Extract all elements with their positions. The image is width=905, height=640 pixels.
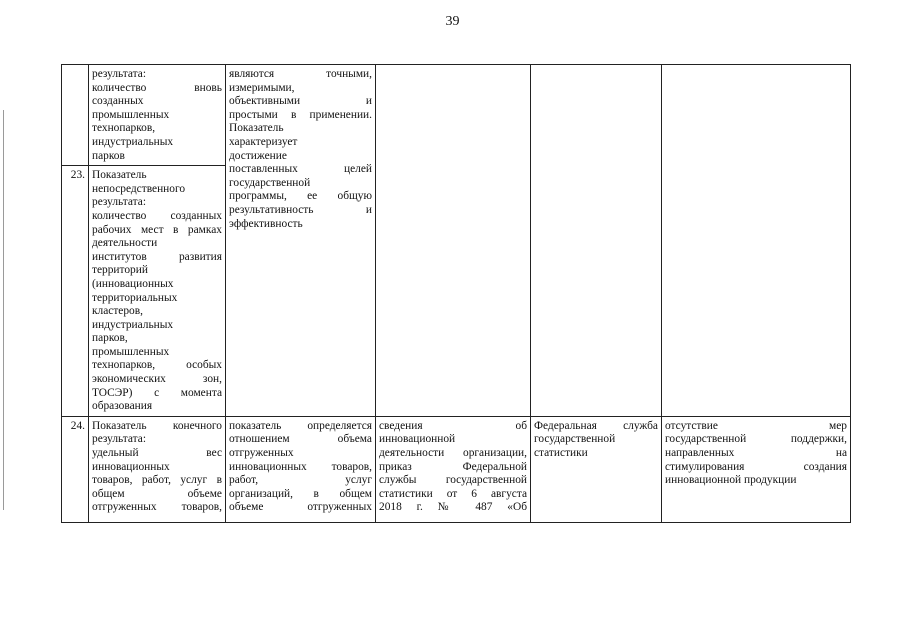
text-line: парков,	[92, 332, 128, 345]
risks-cell	[662, 65, 851, 417]
text-line: непосредственного	[92, 182, 186, 195]
row-number-cell: 24.	[62, 416, 89, 522]
text-line: промышленных	[92, 345, 170, 358]
text-line: индустриальных	[92, 135, 174, 148]
text-line: деятельности	[92, 237, 158, 250]
text-line: инновационных товаров,	[229, 460, 372, 473]
text-line: Показатель	[229, 122, 284, 135]
text-line: результативность и	[229, 203, 372, 216]
text-line: (инновационных	[92, 277, 174, 290]
indicator-description-cell	[226, 416, 376, 522]
data-source-cell	[376, 65, 531, 417]
text-line: простыми в применении.	[229, 108, 372, 121]
indicator-description-text	[229, 68, 372, 231]
indicator-name-text	[92, 420, 222, 520]
text-line: статистики от 6 августа	[379, 487, 527, 500]
text-line: результата:	[92, 433, 147, 446]
text-line: отгруженных товаров,	[92, 501, 222, 514]
text-line: результата:	[92, 196, 147, 209]
responsible-body-cell	[531, 65, 662, 417]
text-line: Федеральная служба	[534, 419, 658, 432]
page-number: 39	[445, 14, 460, 29]
row-number-cell	[62, 65, 89, 166]
text-line: количество созданных	[92, 209, 222, 222]
text-line: кластеров,	[92, 305, 143, 318]
indicators-table	[61, 64, 851, 523]
indicator-name-text	[92, 68, 222, 163]
text-line: технопарков,	[92, 122, 156, 135]
text-line: достижение	[229, 149, 287, 162]
indicator-name-cell	[89, 166, 226, 417]
indicator-description-text	[229, 420, 372, 520]
text-line: государственной	[229, 176, 311, 189]
text-line: работ, услуг	[229, 474, 372, 487]
text-line: отсутствие мер	[665, 419, 847, 432]
indicator-name-cell	[89, 416, 226, 522]
data-source-text	[379, 420, 527, 520]
table-row-continued	[62, 65, 851, 166]
text-line: статистики	[534, 447, 588, 460]
text-line: экономических зон,	[92, 373, 222, 386]
text-line: территориальных	[92, 291, 178, 304]
text-line: промышленных	[92, 108, 170, 121]
text-line: программы, ее общую	[229, 190, 372, 203]
text-line: измеримыми,	[229, 81, 295, 94]
text-line: общем объеме	[92, 487, 222, 500]
text-line: объективными и	[229, 95, 372, 108]
text-line: отгруженных	[229, 447, 294, 460]
text-line: деятельности организации,	[379, 447, 527, 460]
text-line: государственной поддержки,	[665, 433, 847, 446]
text-line: образования	[92, 400, 153, 413]
text-line: отношением объема	[229, 433, 372, 446]
text-line: ТОСЭР) с момента	[92, 386, 222, 399]
scan-edge-line	[3, 110, 4, 510]
responsible-body-text	[534, 420, 658, 461]
text-line: Показатель конечного	[92, 419, 222, 432]
text-line: индустриальных	[92, 318, 174, 331]
table-row-24	[62, 416, 851, 522]
text-line: поставленных целей	[229, 163, 372, 176]
text-line: технопарков, особых	[92, 359, 222, 372]
text-line: количество вновь	[92, 81, 222, 94]
text-line: направленных на	[665, 447, 847, 460]
text-line: созданных	[92, 95, 144, 108]
text-line: организаций, в общем	[229, 487, 372, 500]
text-line: характеризует	[229, 135, 298, 148]
text-line: удельный вес	[92, 447, 222, 460]
text-line: сведения об	[379, 419, 527, 432]
risks-text	[665, 420, 847, 488]
indicator-description-cell	[226, 65, 376, 417]
text-line: приказ Федеральной	[379, 460, 527, 473]
text-line: институтов развития	[92, 250, 222, 263]
text-line: стимулирования создания	[665, 460, 847, 473]
text-line: результата:	[92, 68, 147, 80]
text-line: Показатель	[92, 169, 147, 182]
text-line: инновационной продукции	[665, 474, 797, 487]
text-line: 2018 г. № 487 «Об	[379, 501, 527, 514]
text-line: службы государственной	[379, 474, 527, 487]
responsible-body-cell	[531, 416, 662, 522]
text-line: территорий	[92, 264, 148, 277]
text-line: рабочих мест в рамках	[92, 223, 222, 236]
text-line: инновационных	[92, 460, 170, 473]
text-line: инновационной	[379, 433, 456, 446]
risks-cell	[662, 416, 851, 522]
text-line: являются точными,	[229, 68, 372, 80]
indicator-name-cell	[89, 65, 226, 166]
indicator-name-text	[92, 169, 222, 414]
text-line: эффективность	[229, 217, 303, 230]
text-line: объеме отгруженных	[229, 501, 372, 514]
data-source-cell	[376, 416, 531, 522]
text-line: товаров, работ, услуг в	[92, 474, 222, 487]
text-line: показатель определяется	[229, 419, 372, 432]
row-number-cell: 23.	[62, 166, 89, 417]
text-line: парков	[92, 149, 125, 162]
text-line: государственной	[534, 433, 616, 446]
